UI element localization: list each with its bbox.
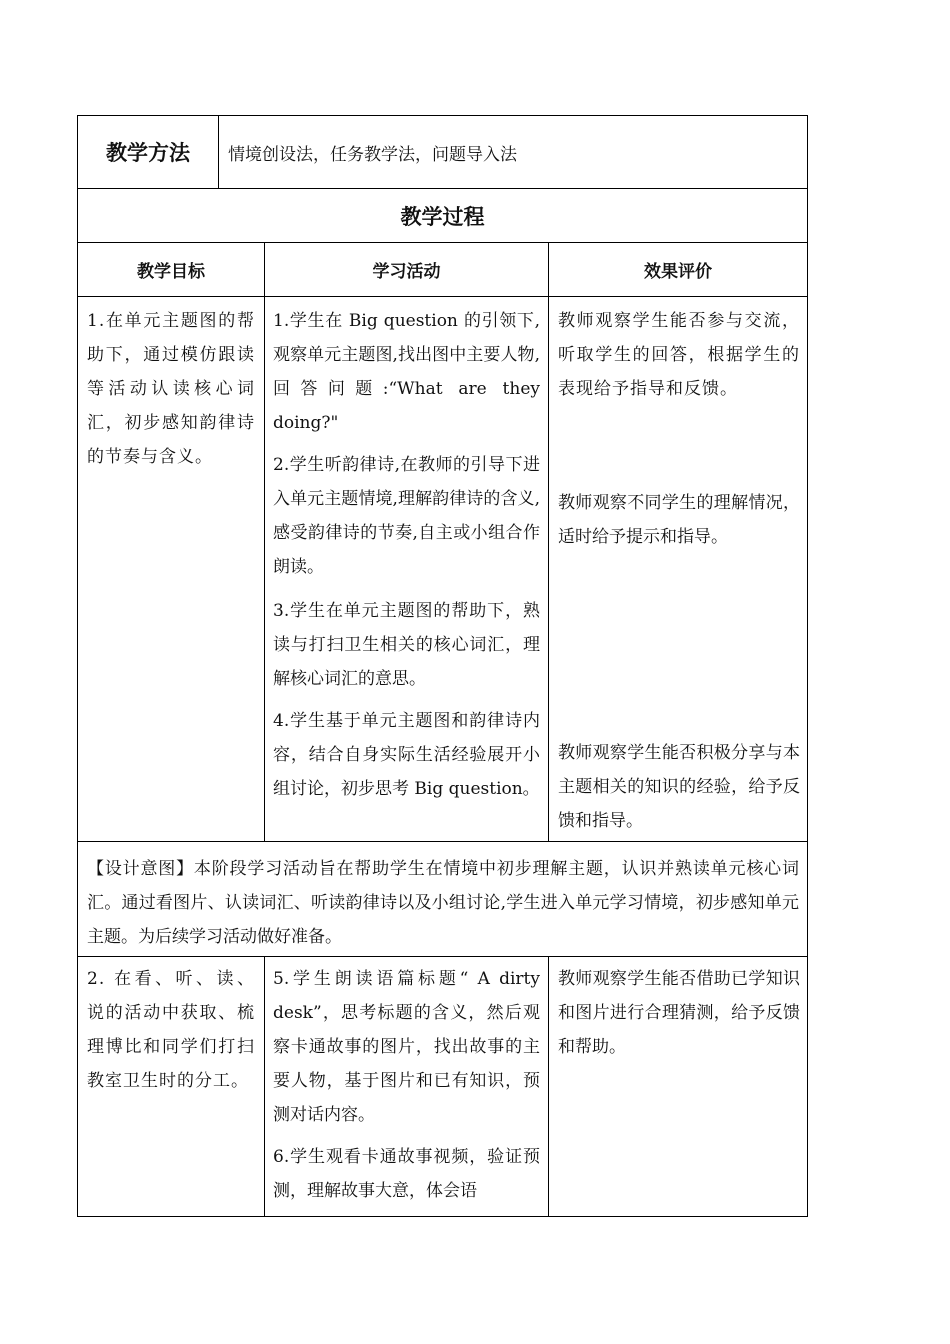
column-divider <box>548 956 549 1217</box>
process-title: 教学过程 <box>400 204 485 229</box>
column-header-activity: 学习活动 <box>372 262 441 282</box>
column-header-evaluation: 效果评价 <box>644 262 712 282</box>
section1-activity-4: 4.学生基于单元主题图和韵律诗内容，结合自身实际生活经验展开小组讨论，初步思考 Big question。 <box>273 711 540 799</box>
section1-activity-2: 2.学生听韵律诗,在教师的引导下进入单元主题情境,理解韵律诗的含义,感受韵律诗的节奏,自主或小组合作朗读。 <box>273 455 540 577</box>
row-divider <box>78 956 807 957</box>
row-divider <box>78 841 807 842</box>
method-label: 教学方法 <box>106 141 190 165</box>
column-divider <box>218 116 219 188</box>
section2-evaluation: 教师观察学生能否借助已学知识和图片进行合理猜测，给予反馈和帮助。 <box>558 969 800 1057</box>
section1-activity-1: 1.学生在 Big question 的引领下,观察单元主题图,找出图中主要人物,回答问题:“What are they doing?" <box>273 311 540 433</box>
section1-evaluation-2: 教师观察不同学生的理解情况，适时给予提示和指导。 <box>558 493 800 547</box>
column-divider <box>264 956 265 1217</box>
design-intent: 【设计意图】本阶段学习活动旨在帮助学生在情境中初步理解主题，认识并熟读单元核心词汇。通过看图片、认读词汇、听读韵律诗以及小组讨论,学生进入单元学习情境，初步感知单元主题。为后续学习活动做好准备。 <box>87 859 799 947</box>
section1-evaluation-1: 教师观察学生能否参与交流，听取学生的回答，根据学生的表现给予指导和反馈。 <box>558 311 800 399</box>
section2-activity-6: 6.学生观看卡通故事视频，验证预测，理解故事大意，体会语 <box>273 1147 540 1201</box>
column-divider <box>264 242 265 841</box>
section2-goal: 2. 在看、听、读、说的活动中获取、梳理博比和同学们打扫教室卫生时的分工。 <box>87 969 255 1091</box>
row-divider <box>78 296 807 297</box>
section1-activity-3: 3.学生在单元主题图的帮助下，熟读与打扫卫生相关的核心词汇，理解核心词汇的意思。 <box>273 601 540 689</box>
method-value: 情境创设法，任务教学法，问题导入法 <box>228 144 517 165</box>
section1-goal: 1.在单元主题图的帮助下，通过模仿跟读等活动认读核心词汇，初步感知韵律诗的节奏与含义。 <box>87 311 255 467</box>
section1-evaluation-3: 教师观察学生能否积极分享与本主题相关的知识的经验，给予反馈和指导。 <box>558 743 800 831</box>
lesson-plan-table <box>77 115 808 1217</box>
section2-activity-5: 5.学生朗读语篇标题“ A dirty desk”，思考标题的含义，然后观察卡通故事的图片，找出故事的主要人物，基于图片和已有知识，预测对话内容。 <box>273 969 540 1125</box>
column-divider <box>548 242 549 841</box>
column-header-goal: 教学目标 <box>137 262 205 282</box>
